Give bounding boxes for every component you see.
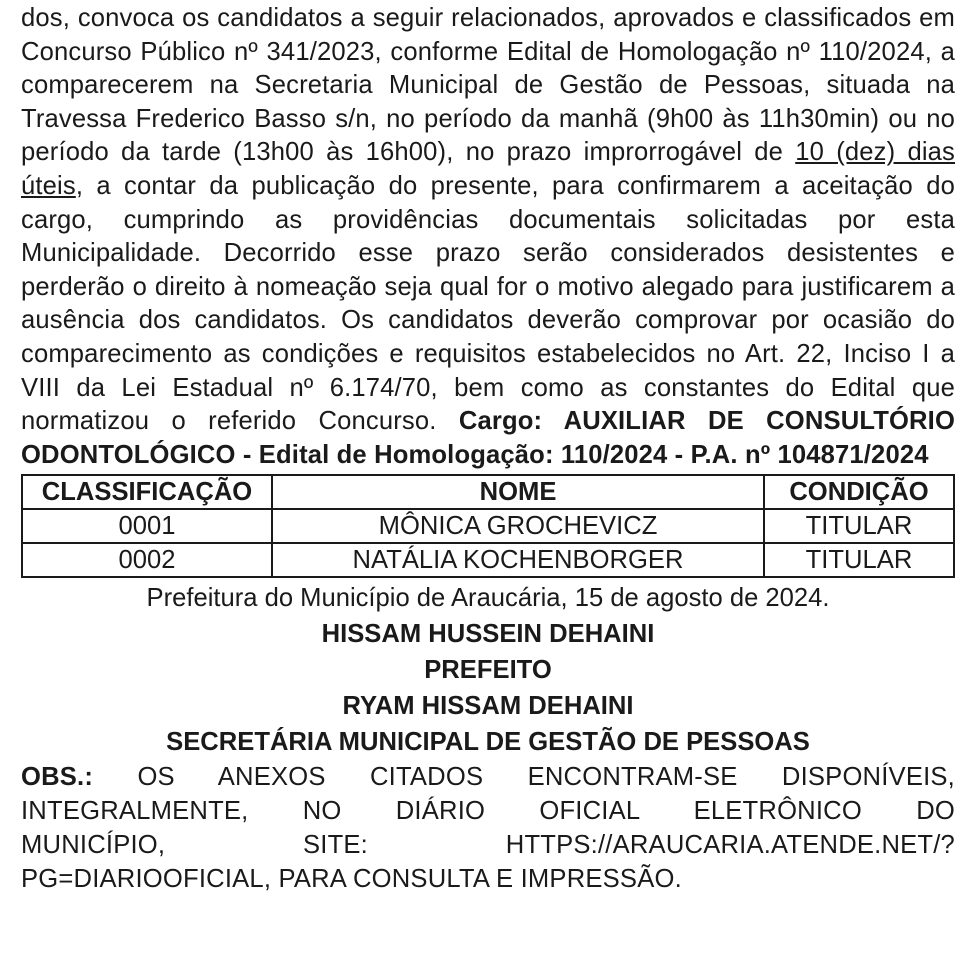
obs-line-2: INTEGRALMENTE, NO DIÁRIO OFICIAL ELETRÔNICO DO — [21, 797, 955, 826]
candidates-table — [21, 474, 955, 578]
obs-line-1-text: OS ANEXOS CITADOS ENCONTRAM-SE DISPONÍVEIS, — [93, 763, 955, 792]
cell-classificacao: 0002 — [22, 543, 272, 577]
place-date: Prefeitura do Município de Araucária, 15 de agosto de 2024. — [146, 584, 830, 613]
signer-role-2: SECRETÁRIA MUNICIPAL DE GESTÃO DE PESSOAS — [166, 728, 810, 757]
convocation-paragraph — [21, 0, 955, 472]
cargo-heading: Cargo: AUXILIAR DE CONSULTÓRIO ODONTOLÓGICO - Edital de Homologação: 110/2024 - P.A. nº 104871/2024 — [21, 407, 955, 469]
paragraph-text-part2: , a contar da publicação do presente, para confirmarem a aceitação do cargo, cumprindo as providências documentais solicitadas por esta Municipalidade. Decorrido esse prazo serão considerados desistentes e perderão o direito à nomeação seja qual for o motivo alegado para justificarem a ausência dos candidatos. Os candidatos deverão comprovar por ocasião do comparecimento as condições e requisitos estabelecidos no Art. 22, Inciso I a VIII da Lei Estadual nº 6.174/70, bem como as constantes do Edital que normatizou o referido Concurso. — [21, 171, 955, 436]
signer-role-1: PREFEITO — [424, 656, 552, 685]
obs-note — [21, 760, 955, 896]
header-classificacao: CLASSIFICAÇÃO — [22, 475, 272, 509]
obs-label: OBS.: — [21, 763, 94, 792]
deadline-text: 10 (dez) dias úteis — [21, 138, 956, 200]
cell-condicao: TITULAR — [764, 543, 954, 577]
table-header-row — [22, 475, 954, 509]
signer-name-1: HISSAM HUSSEIN DEHAINI — [321, 620, 655, 649]
header-nome: NOME — [272, 475, 764, 509]
cell-nome: MÔNICA GROCHEVICZ — [272, 509, 764, 543]
header-condicao: CONDIÇÃO — [764, 475, 954, 509]
obs-line-3: MUNICÍPIO, SITE: HTTPS://ARAUCARIA.ATENDE.NET/? — [21, 831, 955, 860]
paragraph-text-part1: dos, convoca os candidatos a seguir relacionados, aprovados e classificados em Concurso Público nº 341/2023, conforme Edital de Homologação nº 110/2024, a comparecerem na Secretaria Municipal de Gestão de Pessoas, situada na Travessa Frederico Basso s/n, no período da manhã (9h00 às 11h30min) ou no período da tarde (13h00 às 16h00), no prazo improrrogável de — [21, 4, 955, 167]
cell-condicao: TITULAR — [764, 509, 954, 543]
table-row — [22, 543, 954, 577]
cell-nome: NATÁLIA KOCHENBORGER — [272, 543, 764, 577]
obs-line-4: PG=DIARIOOFICIAL, PARA CONSULTA E IMPRESSÃO. — [21, 865, 682, 894]
signer-name-2: RYAM HISSAM DEHAINI — [342, 692, 634, 721]
table-row — [22, 509, 954, 543]
cell-classificacao: 0001 — [22, 509, 272, 543]
obs-line-1 — [21, 760, 955, 794]
